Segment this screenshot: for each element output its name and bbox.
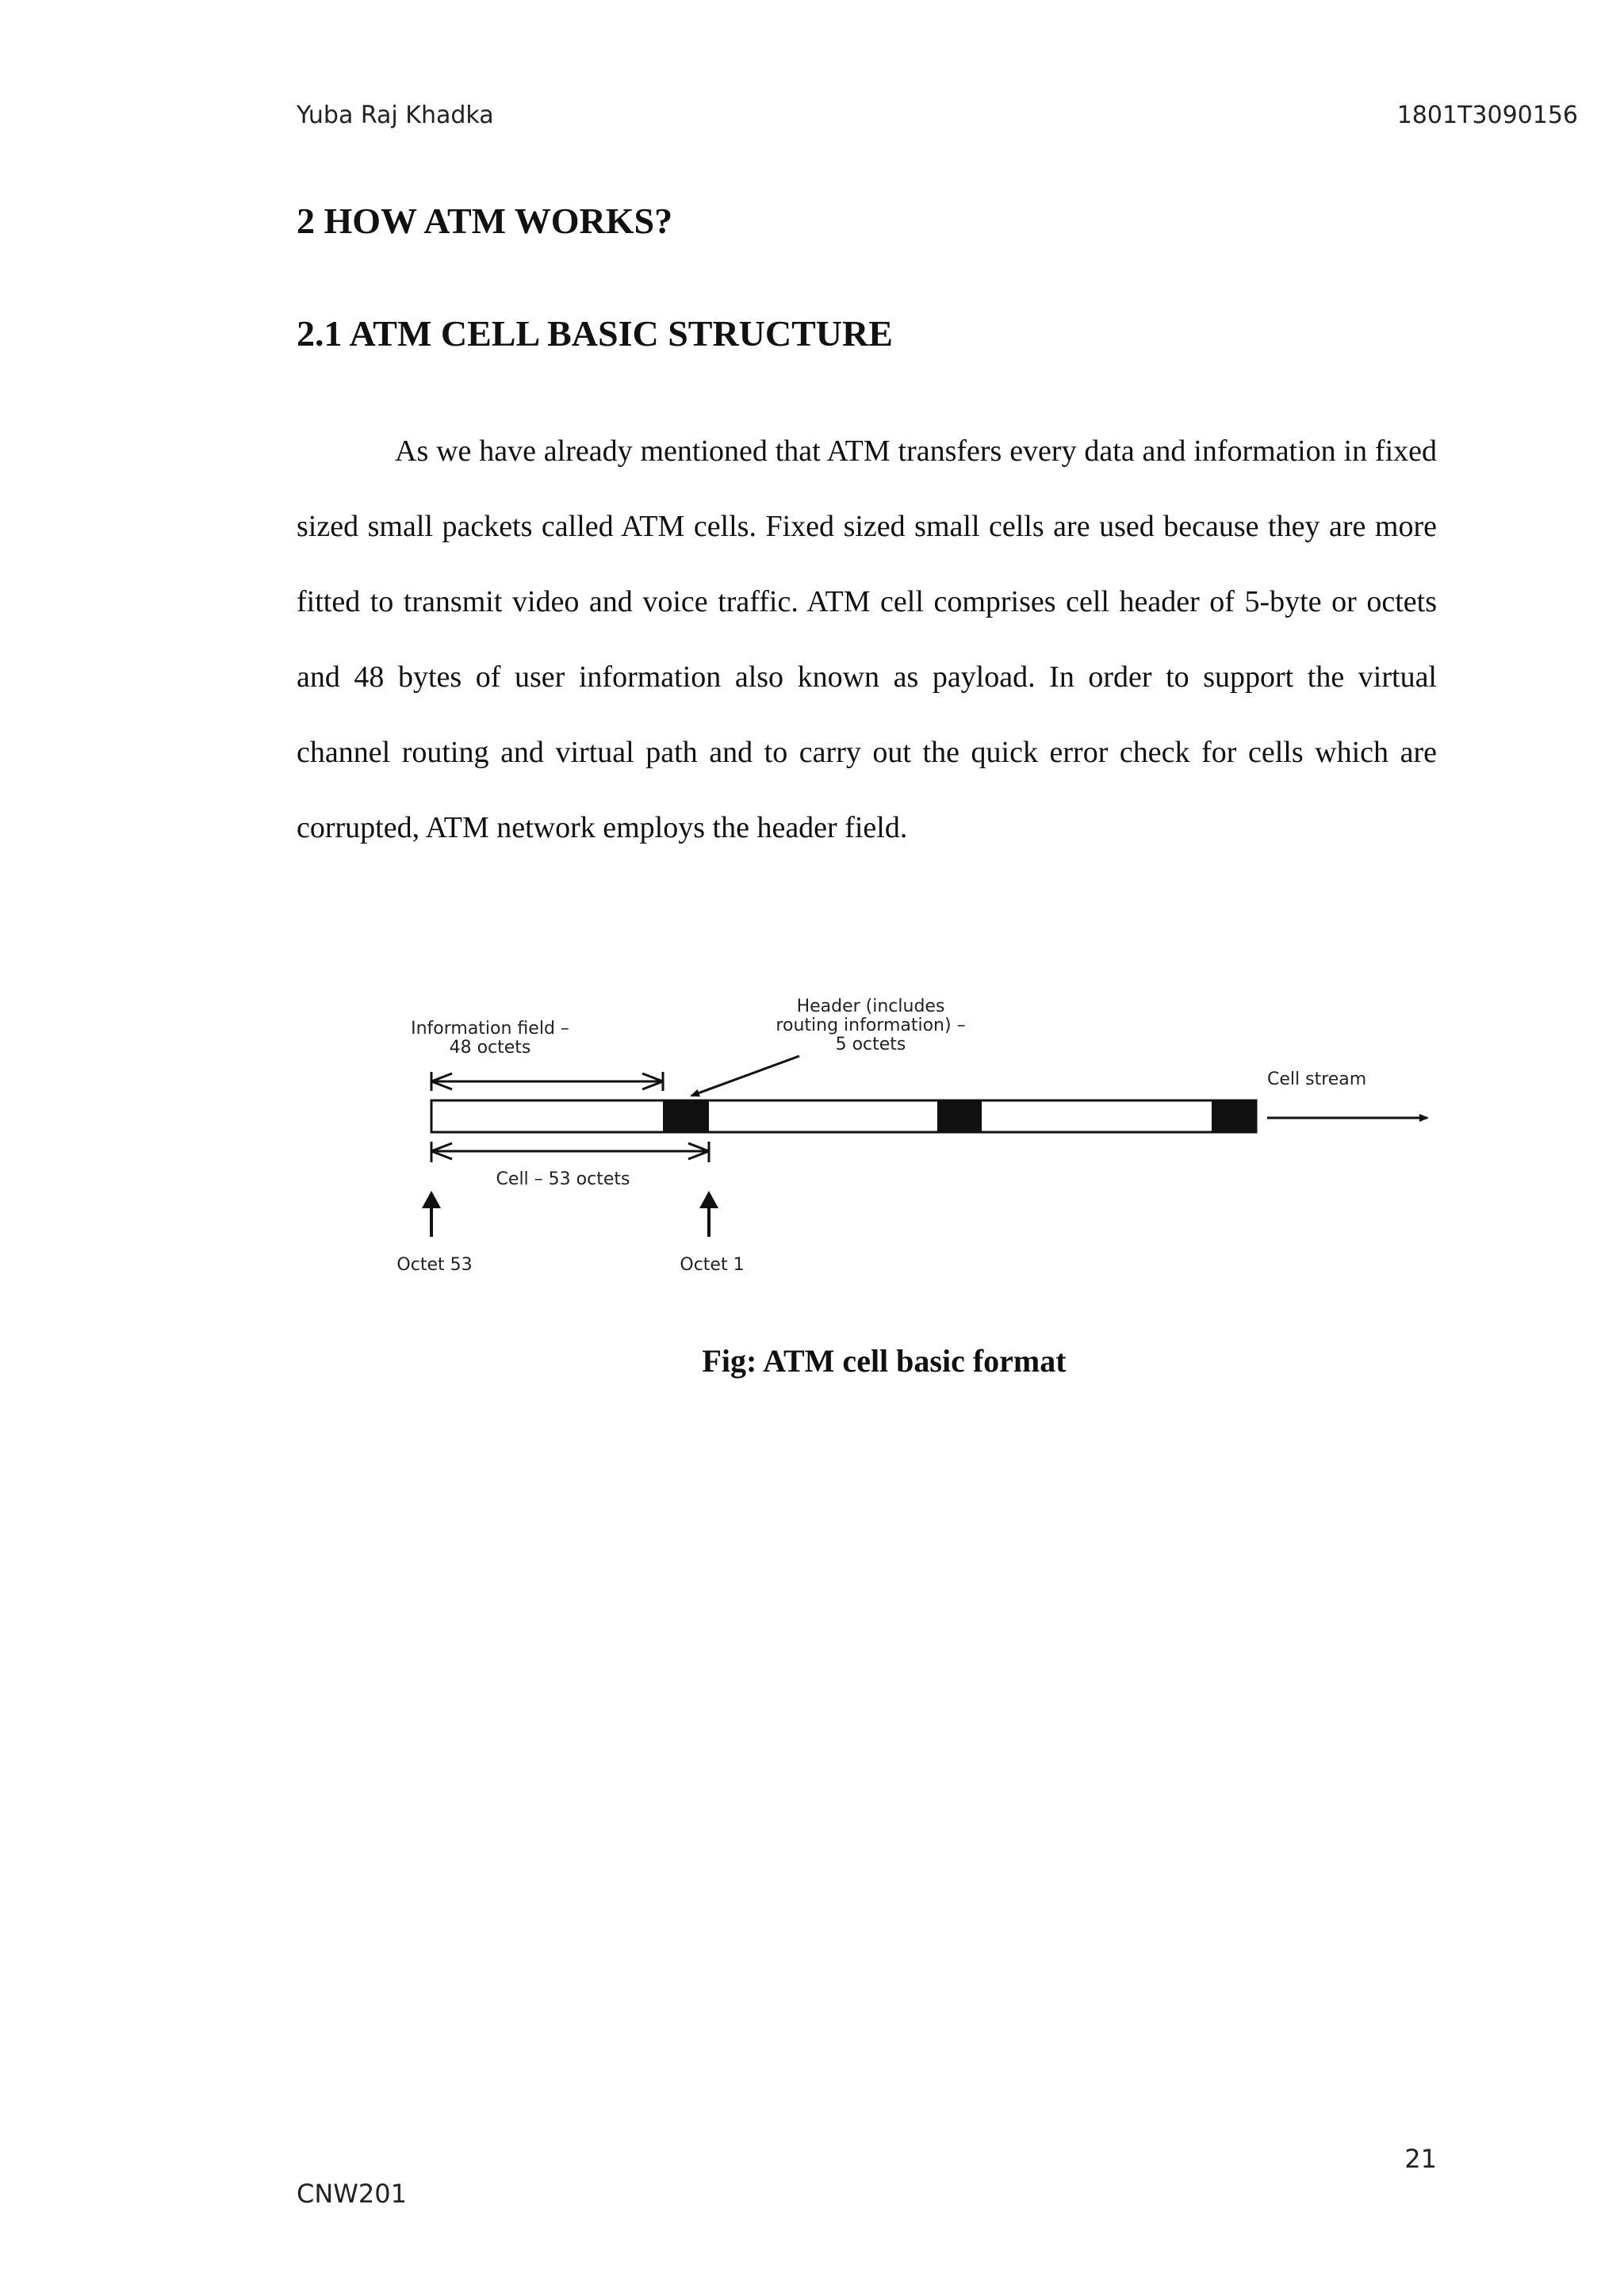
figure-caption: Fig: ATM cell basic format: [702, 1343, 1067, 1379]
cell-stream-label: Cell stream: [1267, 1070, 1367, 1089]
header-pointer-arrow: [691, 1056, 799, 1096]
cell-dimension: [431, 1142, 709, 1162]
octet-53-arrow: [422, 1191, 441, 1237]
course-code: CNW201: [297, 2179, 407, 2209]
section-title: 2 HOW ATM WORKS?: [297, 201, 673, 241]
running-header-doc-id: 1801T3090156: [1396, 101, 1578, 129]
info-field-dimension: [431, 1072, 663, 1091]
running-header-author: Yuba Raj Khadka: [297, 101, 494, 129]
octet-53-label: Octet 53: [396, 1255, 473, 1275]
subsection-title: 2.1 ATM CELL BASIC STRUCTURE: [297, 313, 893, 354]
atm-cell-diagram: [373, 983, 1451, 1300]
page-number: 21: [1404, 2144, 1437, 2174]
cell-header-block-1: [663, 1100, 709, 1132]
cell-length-label: Cell – 53 octets: [496, 1169, 630, 1189]
header-label-line3: 5 octets: [835, 1035, 906, 1054]
octet-1-arrow: [699, 1191, 718, 1237]
header-label-line1: Header (includes: [796, 997, 945, 1016]
cell-stream-bar: [431, 1100, 1256, 1132]
info-field-label-line2: 48 octets: [449, 1038, 531, 1058]
header-label-line2: routing information) –: [776, 1016, 966, 1035]
cell-header-block-2: [937, 1100, 982, 1132]
cell-header-block-3: [1212, 1100, 1256, 1132]
body-paragraph: As we have already mentioned that ATM transfers every data and information in fixed sized small packets called ATM cells. Fixed sized small cells are used because they are more fitted to transmit video and voice traffic. ATM cell comprises cell header of 5-byte or octets and 48 bytes of user information also known as payload. In order to support the virtual channel routing and virtual path and to carry out the quick error check for cells which are corrupted, ATM network employs the header field.: [297, 434, 1437, 844]
octet-1-label: Octet 1: [680, 1255, 745, 1275]
info-field-label-line1: Information field –: [411, 1019, 569, 1039]
